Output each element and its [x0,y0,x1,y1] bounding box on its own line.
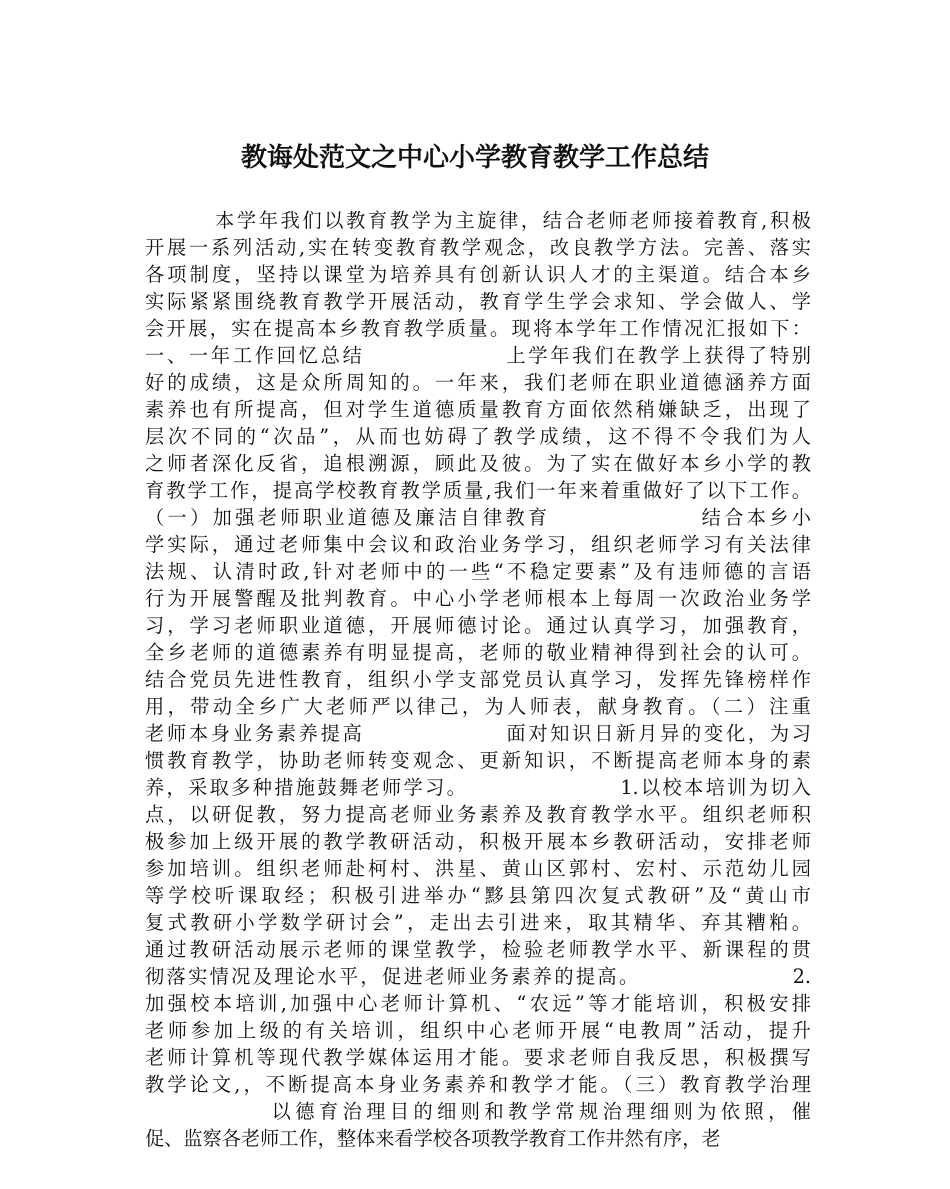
body-line: 之师者深化反省，追根溯源，顾此及彼。为了实在做好本乡小学的教 [145,452,811,475]
body-line: 层次不同的“次品”，从而也妨碍了教学成绩，这不得不令我们为人 [145,425,811,448]
body-line: 习，学习老师职业道德，开展师德讨论。通过认真学习，加强教育， [145,614,811,637]
body-line: 老师本身业务素养提高 面对知识日新月异的变化，为习 [145,722,811,745]
body-line: 惯教育教学，协助老师转变观念、更新知识，不断提高老师本身的素 [145,749,811,772]
document-body [145,207,811,1152]
body-line: 促、监察各老师工作，整体来看学校各项教学教育工作井然有序，老 [145,1127,721,1150]
body-line: 参加培训。组织老师赴柯村、洪星、黄山区郭村、宏村、示范幼儿园 [145,857,811,880]
body-line: 好的成绩，这是众所周知的。一年来，我们老师在职业道德涵养方面 [145,371,811,394]
body-line: 本学年我们以教育教学为主旋律，结合老师老师接着教育,积极 [145,209,811,232]
body-line: 结合党员先进性教育，组织小学支部党员认真学习，发挥先锋榜样作 [145,668,811,691]
body-line: 通过教研活动展示老师的课堂教学，检验老师教学水平、新课程的贯 [145,938,811,961]
body-line: 养，采取多种措施鼓舞老师学习。 1.以校本培训为切入 [145,776,811,799]
body-line: 全乡老师的道德素养有明显提高，老师的敬业精神得到社会的认可。 [145,641,811,664]
body-line: 老师计算机等现代教学媒体运用才能。要求老师自我反思，积极撰写 [145,1046,811,1069]
body-line: 复式教研小学数学研讨会”，走出去引进来，取其精华、弃其糟粕。 [145,911,811,934]
body-line: 各项制度，坚持以课堂为培养具有创新认识人才的主渠道。结合本乡 [145,263,811,286]
body-line: 行为开展警醒及批判教育。中心小学老师根本上每周一次政治业务学 [145,587,811,610]
body-line: 育教学工作，提高学校教育教学质量,我们一年来着重做好了以下工作。 [145,479,811,502]
body-line: 老师参加上级的有关培训，组织中心老师开展“电教周”活动，提升 [145,1019,811,1042]
body-line: 极参加上级开展的教学教研活动，积极开展本乡教研活动，安排老师 [145,830,811,853]
document-title: 教诲处范文之中心小学教育教学工作总结 [240,143,709,173]
body-line: 用，带动全乡广大老师严以律己，为人师表，献身教育。（二）注重 [145,695,811,718]
body-line: 开展一系列活动,实在转变教育教学观念，改良教学方法。完善、落实 [145,236,811,259]
body-line: （一）加强老师职业道德及廉洁自律教育 结合本乡小 [145,506,811,529]
body-line: 教学论文,，不断提高本身业务素养和教学才能。（三）教育教学治理 [145,1073,811,1096]
body-line: 一、一年工作回忆总结 上学年我们在教学上获得了特别 [145,344,811,367]
body-line: 法规、认清时政,针对老师中的一些“不稳定要素”及有违师德的言语 [145,560,811,583]
body-line: 加强校本培训,加强中心老师计算机、“农远”等才能培训，积极安排 [145,992,811,1015]
body-line: 等学校听课取经；积极引进举办“黟县第四次复式教研”及“黄山市 [145,884,811,907]
body-line: 学实际，通过老师集中会议和政治业务学习，组织老师学习有关法律 [145,533,811,556]
body-line: 以德育治理目的细则和教学常规治理细则为依照，催 [145,1100,811,1123]
body-line: 素养也有所提高，但对学生道德质量教育方面依然稍嫌缺乏，出现了 [145,398,811,421]
body-line: 会开展，实在提高本乡教育教学质量。现将本学年工作情况汇报如下： [145,317,811,340]
body-line: 点，以研促教，努力提高老师业务素养及教育教学水平。组织老师积 [145,803,811,826]
body-line: 彻落实情况及理论水平，促进老师业务素养的提高。 2. [145,965,811,988]
body-line: 实际紧紧围绕教育教学开展活动，教育学生学会求知、学会做人、学 [145,290,811,313]
